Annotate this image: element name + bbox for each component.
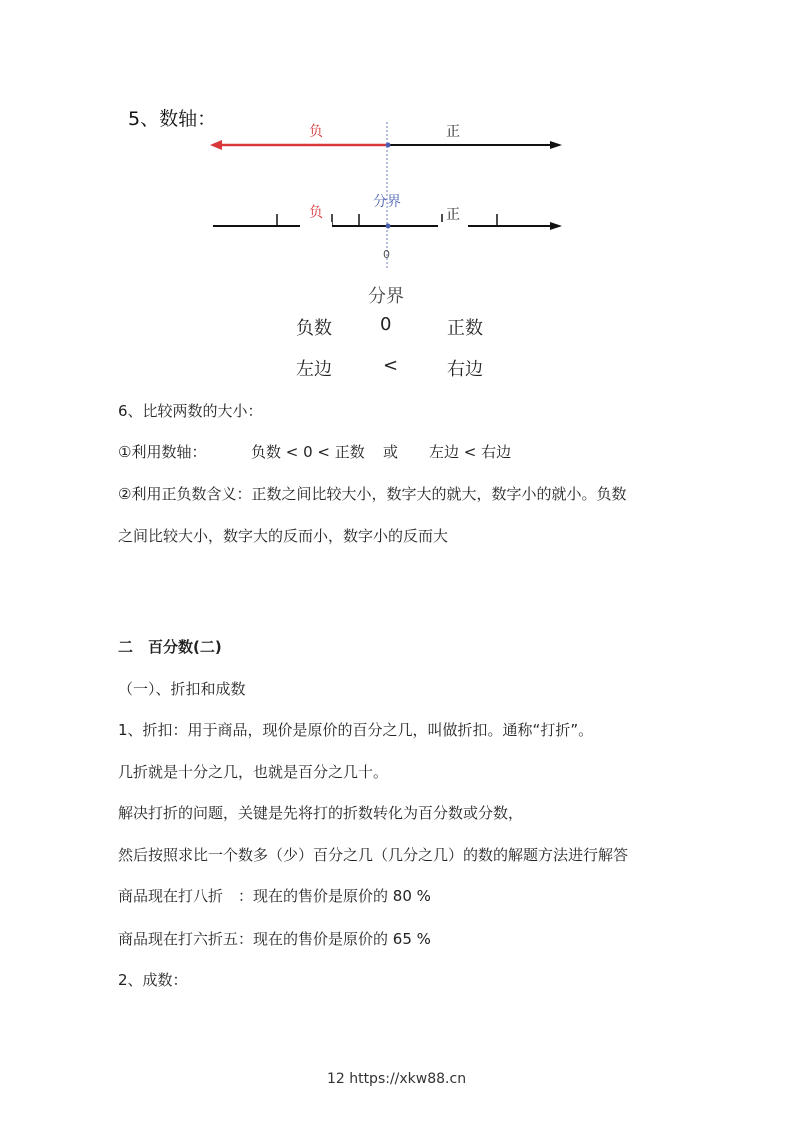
positive-arrowhead <box>550 141 562 149</box>
discount-method: 然后按照求比一个数多（少）百分之几（几分之几）的数的解题方法进行解答 <box>118 846 629 864</box>
label-mask <box>300 222 332 230</box>
number-line-diagram <box>0 0 793 300</box>
table-right-side: 右边 <box>447 359 483 380</box>
method2-line1: ②利用正负数含义：正数之间比较大小，数字大的就大，数字小的就小。负数 <box>118 485 627 503</box>
table-left-side: 左边 <box>296 359 332 380</box>
discount-tenths: 几折就是十分之几，也就是百分之几十。 <box>118 763 389 781</box>
number-line-arrowhead <box>550 222 562 230</box>
method1-expr1: 负数 < 0 < 正数 <box>251 443 365 461</box>
section-5-heading: 5、数轴： <box>128 108 217 130</box>
table-positive-numbers: 正数 <box>447 318 483 339</box>
axis2-negative-label: 负 <box>309 205 323 221</box>
origin-dot-top <box>386 143 391 148</box>
table-negative-numbers: 负数 <box>296 318 332 339</box>
table-boundary-label: 分界 <box>368 286 404 307</box>
axis2-positive-label: 正 <box>446 207 460 223</box>
example-80-percent: 商品现在打八折 ：现在的售价是原价的 80 % <box>118 887 431 905</box>
table-zero: 0 <box>380 314 392 335</box>
axis2-boundary-label: 分界 <box>373 194 401 210</box>
axis1-positive-label: 正 <box>446 124 460 140</box>
origin-dot-bottom <box>386 224 391 229</box>
negative-arrowhead <box>210 140 222 150</box>
table-less-than: < <box>383 355 399 376</box>
part2-subheading: （一）、折扣和成数 <box>118 680 246 698</box>
discount-key-point: 解决打折的问题，关键是先将打的折数转化为百分数或分数， <box>118 804 524 822</box>
method2-line2: 之间比较大小，数字大的反而小，数字小的反而大 <box>118 527 449 545</box>
method1-label: ①利用数轴： <box>118 443 207 461</box>
percentage-tenths-heading: 2、成数： <box>118 971 188 989</box>
discount-definition: 1、折扣：用于商品，现价是原价的百分之几，叫做折扣。通称“打折”。 <box>118 721 594 739</box>
page-footer: 12 https://xkw88.cn <box>326 1071 467 1087</box>
method1-or: 或 <box>383 443 399 461</box>
section-6-heading: 6、比较两数的大小： <box>118 402 263 420</box>
example-65-percent: 商品现在打六折五：现在的售价是原价的 65 % <box>118 930 431 948</box>
axis1-negative-label: 负 <box>309 124 323 140</box>
axis2-zero-label: 0 <box>383 248 390 261</box>
method1-expr2: 左边 < 右边 <box>429 443 512 461</box>
part2-heading: 二 百分数(二) <box>118 638 222 656</box>
